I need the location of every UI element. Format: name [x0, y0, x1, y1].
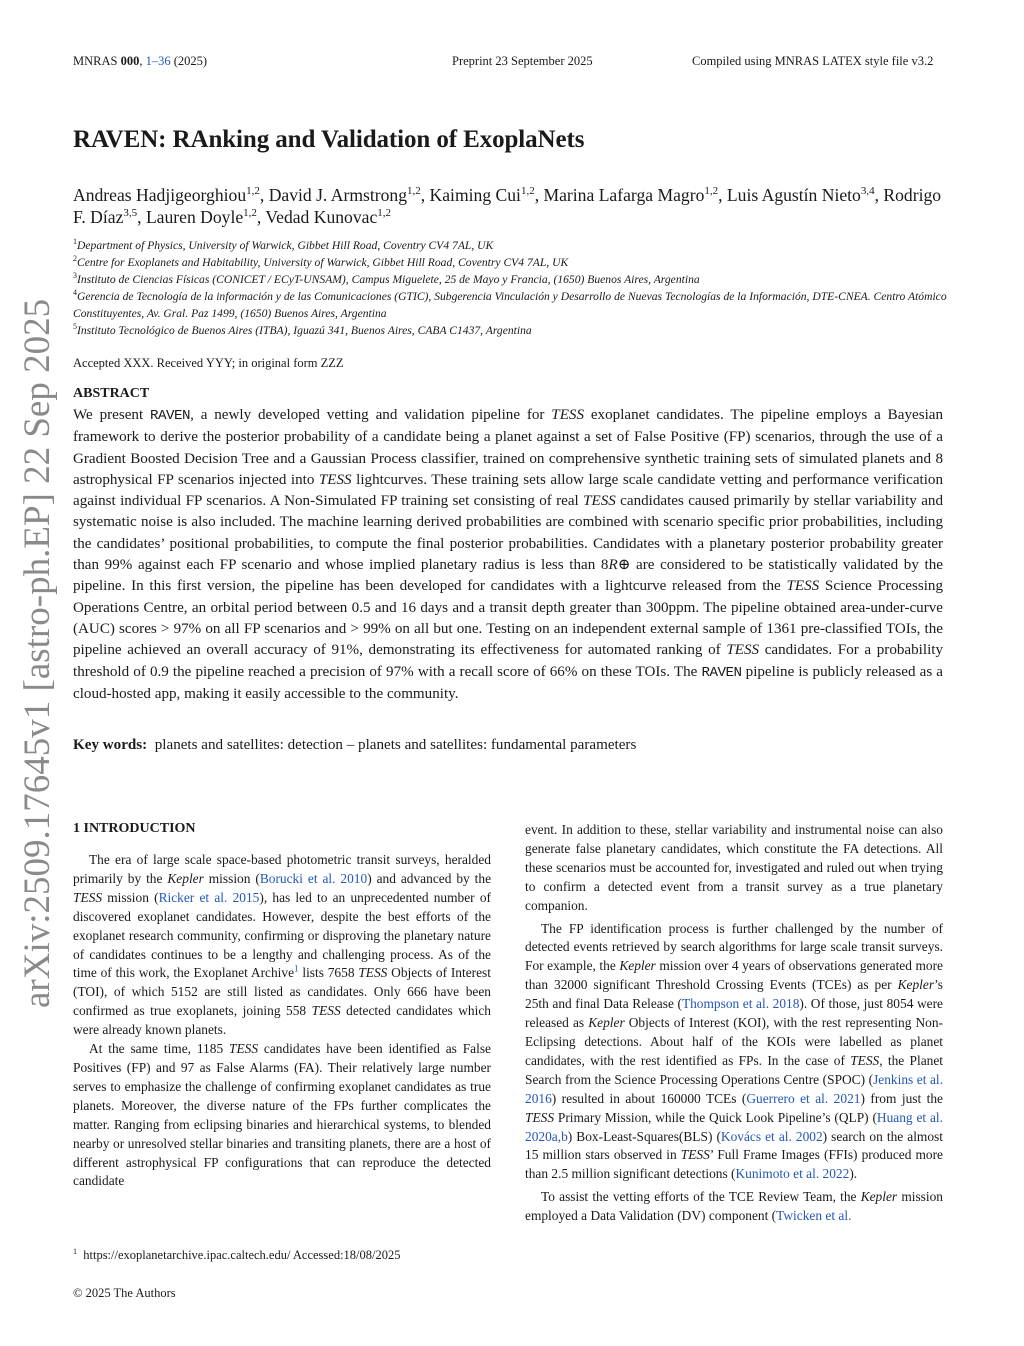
paragraph: At the same time, 1185 TESS candidates have been identified as False Positives (FP) and 97 as False Alarms (FA). Their relatively large number serves to emphasize the challenge of confirming exoplanet candidates as true planets. Moreover, the diverse nature of the FPs further complicates the matter. Ranging from eclipsing binaries and hierarchical systems, to blended nearby or unresolved stellar binaries and transiting planets, there are a host of different astrophysical FP configurations that can reproduce the detected candidate [73, 1041, 491, 1189]
citation-link[interactable]: Jenkins et al. 2016 [525, 1071, 943, 1106]
copyright: © 2025 The Authors [73, 1286, 176, 1300]
author: Rodrigo F. Díaz$^{3,5}$, [73, 185, 942, 227]
footnote-marker[interactable]: 1 [294, 963, 299, 974]
author: Marina Lafarga Magro$^{1,2}$, [543, 185, 727, 205]
affiliation: $^5$Instituto Tecnológico de Buenos Aires (ITBA), Iguazú 341, Buenos Aires, CABA C1437, Argentina [73, 322, 532, 337]
compiled-note: Compiled using MNRAS LATEX style file v3.2 [692, 54, 934, 68]
citation-link[interactable]: Guerrero et al. 2021 [746, 1090, 861, 1106]
left-column [73, 851, 491, 1191]
affiliation: $^1$Department of Physics, University of Warwick, Gibbet Hill Road, Coventry CV4 7AL, UK [73, 237, 494, 252]
author: Vedad Kunovac$^{1,2}$ [265, 207, 392, 227]
affiliation: $^4$Gerencia de Tecnología de la información y de las Comunicaciones (GTIC), Subgerencia Vinculación y Desarrollo de Nuevas Tecnologías de la Información, DTE-CNEA. Centro Atómico Constituyentes, Av. Gral. Paz 1499, (1650) Buenos Aires, Argentina [73, 288, 947, 320]
paragraph: event. In addition to these, stellar variability and instrumental noise can also generate false planetary candidates, which constitute the FA detections. All these scenarios must be accounted for, investigated and ruled out when trying to confirm a detected event from a transit survey as a true planetary companion. [525, 822, 943, 913]
abstract-body: We present RAVEN, a newly developed vetting and validation pipeline for TESS exoplanet candidates. The pipeline employs a Bayesian framework to derive the posterior probability of a candidate being a planet against a set of False Positive (FP) scenarios, through the use of a Gradient Boosted Decision Tree and a Gaussian Process classifier, trained on comprehensive synthetic training sets of simulated planets and 8 astrophysical FP scenarios injected into TESS lightcurves. These training sets allow large scale candidate vetting and performance verification against individual FP scenarios. A Non-Simulated FP training set consisting of real TESS candidates caused primarily by stellar variability and systematic noise is also included. The machine learning derived probabilities are combined with scenario specific prior probabilities, including the candidates’ positional probabilities, to compute the final posterior probabilities. Candidates with a planetary posterior probability greater than 99% against each FP scenario and whose implied planetary radius is less than 8R⊕ are considered to be statistically validated by the pipeline. In this first version, the pipeline has been developed for candidates with a lightcurve released from the TESS Science Processing Operations Centre, an orbital period between 0.5 and 16 days and a transit depth greater than 300ppm. The pipeline obtained area-under-curve (AUC) scores > 97% on all FP scenarios and > 99% on all but one. Testing on an independent external sample of 1361 pre-classified TOIs, the pipeline achieved an overall accuracy of 91%, demonstrating its effectiveness for automated ranking of TESS candidates. For a probability threshold of 0.9 the pipeline reached a precision of 97% with a recall score of 66% on these TOIs. The RAVEN pipeline is publicly released as a cloud-hosted app, making it easily accessible to the community. [73, 407, 944, 702]
running-header-journal: MNRAS 000, 1–36 (2025) [73, 54, 208, 68]
received-accepted-note: Accepted XXX. Received YYY; in original form ZZZ [73, 356, 344, 370]
author: Andreas Hadjigeorghiou$^{1,2}$, [73, 185, 269, 205]
citation-link[interactable]: Huang et al. 2020a,b [525, 1109, 943, 1144]
paper-title: RAVEN: RAnking and Validation of ExoplaNets [73, 126, 585, 153]
footnote-url[interactable]: https://exoplanetarchive.ipac.caltech.edu/ Accessed:18/08/2025 [83, 1248, 401, 1263]
author: Lauren Doyle$^{1,2}$, [145, 207, 266, 227]
keywords: Key words: planets and satellites: detection – planets and satellites: fundamental parameters [73, 737, 637, 753]
preprint-date: Preprint 23 September 2025 [452, 54, 593, 68]
affiliation: $^2$Centre for Exoplanets and Habitability, University of Warwick, Gibbet Hill Road, Coventry CV4 7AL, UK [73, 254, 569, 269]
arxiv-identifier-stamp: arXiv:2509.17645v1 [astro-ph.EP] 22 Sep 2025 [17, 298, 58, 1008]
section-heading-introduction: 1 INTRODUCTION [73, 821, 196, 836]
citation-link[interactable]: Kovács et al. 2002 [720, 1128, 823, 1144]
page-range-link[interactable]: 1–36 [145, 54, 171, 68]
author: David J. Armstrong$^{1,2}$, [268, 185, 430, 205]
paragraph: The FP identification process is further challenged by the number of detected events retrieved by search algorithms for large scale transit surveys. For example, the Kepler mission over 4 years of observations generated more than 32000 significant Threshold Crossing Events (TCEs) as per Kepler’s 25th and final Data Release (Thompson et al. 2018). Of those, just 8054 were released as Kepler Objects of Interest (KOI), with the rest representing Non-Eclipsing detections. About half of the KOIs were labelled as planet candidates, with the rest identified as FPs. In the case of TESS, the Planet Search from the Science Processing Operations Centre (SPOC) (Jenkins et al. 2016) resulted in about 160000 TCEs (Guerrero et al. 2021) from just the TESS Primary Mission, while the Quick Look Pipeline’s (QLP) (Huang et al. 2020a,b) Box-Least-Squares(BLS) (Kovács et al. 2002) search on the almost 15 million stars observed in TESS’ Full Frame Images (FFIs) produced more than 2.5 million significant detections (Kunimoto et al. 2022). [525, 920, 944, 1182]
footnote: $^1$ https://exoplanetarchive.ipac.caltech.edu/ Accessed:18/08/2025 [73, 1247, 401, 1263]
affiliation: $^3$Instituto de Ciencias Físicas (CONICET / ECyT-UNSAM), Campus Miguelete, 25 de Mayo y Francia, (1650) Buenos Aires, Argentina [73, 271, 700, 286]
right-column [525, 821, 943, 1226]
citation-link[interactable]: Borucki et al. 2010 [259, 870, 368, 886]
author: Luis Agustín Nieto$^{3,4}$, [726, 185, 884, 205]
author: Kaiming Cui$^{1,2}$, [429, 185, 544, 205]
citation-link[interactable]: Kunimoto et al. 2022 [735, 1166, 850, 1182]
citation-link[interactable]: Twicken et al. [776, 1208, 852, 1224]
citation-link[interactable]: Ricker et al. 2015 [158, 889, 260, 905]
citation-link[interactable]: Thompson et al. 2018 [681, 996, 800, 1012]
author-list [73, 184, 945, 228]
paragraph: The era of large scale space-based photometric transit surveys, heralded primarily by the Kepler mission (Borucki et al. 2010) and advanced by the TESS mission (Ricker et al. 2015), has led to an unprecedented number of discovered exoplanet candidates. However, despite the best efforts of the exoplanet research community, confirming or disproving the planetary nature of candidates continues to be a lengthy and challenging process. As of the time of this work, the Exoplanet Archive$^1$ lists 7658 TESS Objects of Interest (TOI), of which 5152 are still listed as candidates. Only 666 have been confirmed as true exoplanets, joining 558 TESS detected candidates which were already known planets. [73, 852, 492, 1038]
abstract-heading: ABSTRACT [73, 386, 150, 401]
paragraph: To assist the vetting efforts of the TCE Review Team, the Kepler mission employed a Data Validation (DV) component (Twicken et al. [525, 1189, 943, 1224]
